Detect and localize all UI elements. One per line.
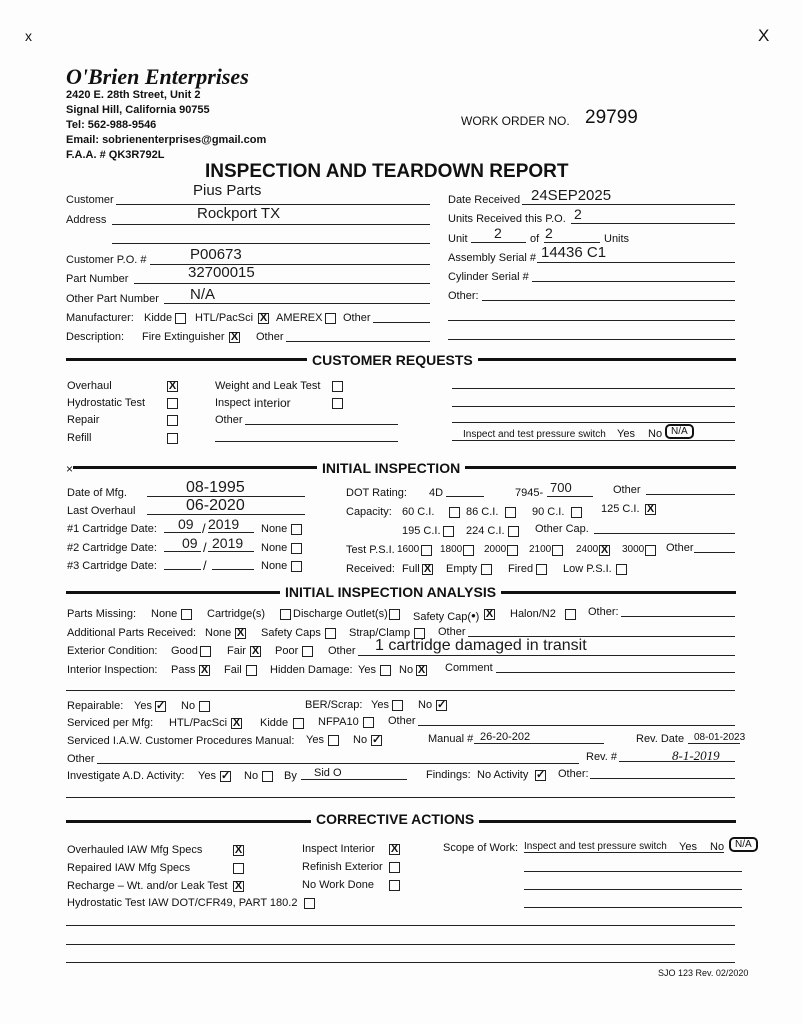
mfr-kidde-label: Kidde xyxy=(144,312,173,324)
assembly-serial-value: 14436 C1 xyxy=(541,244,607,261)
customer-requests-title: CUSTOMER REQUESTS xyxy=(307,352,478,368)
req-refill-checkbox[interactable] xyxy=(167,433,178,444)
part-number-value: 32700015 xyxy=(188,264,255,281)
manual-value: 26-20-202 xyxy=(480,731,531,743)
cap-90-checkbox[interactable] xyxy=(571,507,582,518)
scope-na-circled: N/A xyxy=(729,837,758,852)
manufacturer-label: Manufacturer: xyxy=(66,312,134,324)
cart2-none-checkbox[interactable] xyxy=(291,543,302,554)
description-label: Description: xyxy=(66,331,125,343)
address-value: Rockport TX xyxy=(197,205,281,222)
comment-label: Comment xyxy=(445,662,493,674)
si-no-label: No xyxy=(353,734,368,746)
req-weight-label: Weight and Leak Test xyxy=(215,380,321,392)
analysis-title: INITIAL INSPECTION ANALYSIS xyxy=(280,584,501,600)
cart1-label: #1 Cartridge Date: xyxy=(67,523,157,535)
hd-yes-label: Yes xyxy=(358,664,376,676)
ber-yes-checkbox[interactable] xyxy=(392,700,403,711)
ca-inspect-interior-label: Inspect Interior xyxy=(302,843,375,855)
mfr-amerex-checkbox[interactable] xyxy=(325,313,336,324)
company-email: Email: sobrienenterprises@gmail.com xyxy=(66,134,267,146)
pm-safety-checkbox[interactable]: X xyxy=(485,608,494,620)
strike-mark: × xyxy=(66,462,74,476)
cap-224-checkbox[interactable] xyxy=(508,526,519,537)
req-refill-label: Refill xyxy=(67,432,92,444)
ca-repaired-label: Repaired IAW Mfg Specs xyxy=(67,862,191,874)
req-repair-checkbox[interactable] xyxy=(167,415,178,426)
date-mfg-value: 08-1995 xyxy=(186,479,245,496)
customer-label: Customer xyxy=(66,194,114,206)
part-number-label: Part Number xyxy=(66,273,129,285)
cart3-none-label: None xyxy=(261,560,288,572)
scope-value: Inspect and test pressure switch xyxy=(524,841,667,852)
pm-none-checkbox[interactable] xyxy=(181,609,192,620)
mfr-htl-checkbox[interactable]: X xyxy=(259,312,268,324)
cart2-slash: / xyxy=(203,540,207,555)
pm-cartridge-label: Cartridge(s) xyxy=(207,608,266,620)
ca-repaired-checkbox[interactable] xyxy=(233,863,244,874)
psi-1800-label: 1800 xyxy=(440,544,463,555)
sm-htl-checkbox[interactable]: X xyxy=(232,717,241,729)
ca-refinish-label: Refinish Exterior xyxy=(302,861,383,873)
dot-4d-label: 4D xyxy=(429,487,444,499)
of-label: of xyxy=(530,233,540,245)
hd-no-label: No xyxy=(399,664,414,676)
scope-no-label: No xyxy=(710,841,725,853)
repairable-label: Repairable: xyxy=(67,700,124,712)
company-logo: O'Brien Enterprises xyxy=(66,64,249,89)
req-pressure-switch-label: Inspect and test pressure switch xyxy=(463,429,606,440)
initial-inspection-title: INITIAL INSPECTION xyxy=(317,460,465,476)
investigate-label: Investigate A.D. Activity: xyxy=(67,770,185,782)
pm-discharge-label: Discharge Outlet(s) xyxy=(293,608,388,620)
of-value: 2 xyxy=(545,225,553,241)
corrective-actions-title: CORRECTIVE ACTIONS xyxy=(311,811,479,827)
po-label: Customer P.O. # xyxy=(66,254,147,266)
desc-fire-checkbox[interactable]: X xyxy=(230,331,239,343)
rec-full-checkbox[interactable]: X xyxy=(423,563,432,575)
req-hydro-label: Hydrostatic Test xyxy=(67,397,146,409)
ca-refinish-checkbox[interactable] xyxy=(389,862,400,873)
req-inspect-checkbox[interactable] xyxy=(332,398,343,409)
rep-yes-label: Yes xyxy=(134,700,152,712)
company-address2: Signal Hill, California 90755 xyxy=(66,104,210,116)
rec-low-checkbox[interactable] xyxy=(616,564,627,575)
findings-other-label: Other: xyxy=(558,768,589,780)
rep-no-label: No xyxy=(181,700,196,712)
req-other-label: Other xyxy=(215,414,243,426)
req-overhaul-checkbox[interactable]: X xyxy=(168,380,177,392)
rec-low-label: Low P.S.I. xyxy=(563,563,612,575)
by-label: By xyxy=(284,770,297,782)
cap-60-label: 60 C.I. xyxy=(402,506,435,518)
hidden-damage-label: Hidden Damage: xyxy=(270,664,353,676)
scope-label: Scope of Work: xyxy=(443,842,518,854)
header-other-label: Other: xyxy=(448,290,479,302)
in-fail-label: Fail xyxy=(224,664,242,676)
exterior-label: Exterior Condition: xyxy=(67,645,158,657)
cap-195-label: 195 C.I. xyxy=(402,525,441,537)
form-footer: SJO 123 Rev. 02/2020 xyxy=(658,968,749,978)
rep-no-checkbox[interactable] xyxy=(199,701,210,712)
serviced-iaw-label: Serviced I.A.W. Customer Procedures Manual: xyxy=(67,735,295,747)
req-na-circled: N/A xyxy=(665,424,694,439)
report-title: INSPECTION AND TEARDOWN REPORT xyxy=(205,161,569,182)
mfr-amerex-label: AMEREX xyxy=(276,312,323,324)
cart3-slash: / xyxy=(203,558,207,573)
pm-halon-checkbox[interactable] xyxy=(565,609,576,620)
no-activity-label: No Activity xyxy=(477,769,529,781)
cart3-label: #3 Cartridge Date: xyxy=(67,560,157,572)
psi-2100-label: 2100 xyxy=(529,544,552,555)
ex-fair-checkbox[interactable]: X xyxy=(251,645,260,657)
rec-fired-label: Fired xyxy=(508,563,534,575)
psi-2100-checkbox[interactable] xyxy=(552,545,563,556)
ap-strap-label: Strap/Clamp xyxy=(349,627,411,639)
by-value: Sid O xyxy=(314,767,342,779)
cart2-none-label: None xyxy=(261,542,288,554)
desc-fire-label: Fire Extinguisher xyxy=(142,331,225,343)
dot-rating-label: DOT Rating: xyxy=(346,487,407,499)
ber-yes-label: Yes xyxy=(371,699,389,711)
ap-safety-label: Safety Caps xyxy=(261,627,321,639)
ca-recharge-checkbox[interactable]: X xyxy=(234,880,243,892)
in-pass-label: Pass xyxy=(171,664,196,676)
corner-mark-right: X xyxy=(758,26,770,45)
psi-2000-checkbox[interactable] xyxy=(507,545,518,556)
ia-yes-label: Yes xyxy=(198,770,216,782)
ber-no-label: No xyxy=(418,699,433,711)
manual-label: Manual # xyxy=(428,733,474,745)
psi-2000-label: 2000 xyxy=(484,544,507,555)
sm-kidde-label: Kidde xyxy=(260,717,289,729)
cart1-year: 2019 xyxy=(208,516,240,532)
ca-overhauled-checkbox[interactable]: X xyxy=(234,844,243,856)
psi-other-label: Other xyxy=(666,542,694,554)
cap-86-checkbox[interactable] xyxy=(505,507,516,518)
cart1-none-checkbox[interactable] xyxy=(291,524,302,535)
ber-label: BER/Scrap: xyxy=(305,699,363,711)
cart1-month: 09 xyxy=(178,516,194,532)
ca-recharge-label: Recharge – Wt. and/or Leak Test xyxy=(67,880,228,892)
cart2-label: #2 Cartridge Date: xyxy=(67,542,157,554)
rev-number-label: Rev. # xyxy=(586,751,617,763)
other-part-value: N/A xyxy=(190,286,216,303)
ex-fair-label: Fair xyxy=(227,645,246,657)
desc-other-label: Other xyxy=(256,331,284,343)
sm-nfpa-checkbox[interactable] xyxy=(363,717,374,728)
cart3-none-checkbox[interactable] xyxy=(291,561,302,572)
ia-no-label: No xyxy=(244,770,259,782)
cap-90-label: 90 C.I. xyxy=(532,506,565,518)
cap-125-checkbox[interactable]: X xyxy=(646,503,655,515)
cart2-month: 09 xyxy=(182,535,198,551)
analysis-other-label: Other xyxy=(67,753,95,765)
ex-poor-checkbox[interactable] xyxy=(302,646,313,657)
interior-label: Interior Inspection: xyxy=(67,664,158,676)
ia-yes-checkbox[interactable]: ✓ xyxy=(221,770,231,782)
pm-halon-label: Halon/N2 xyxy=(510,608,556,620)
req-overhaul-label: Overhaul xyxy=(67,380,112,392)
ber-no-checkbox[interactable]: ✓ xyxy=(437,699,447,711)
ca-overhauled-label: Overhauled IAW Mfg Specs xyxy=(67,844,203,856)
address-label: Address xyxy=(66,214,107,226)
cap-125-label: 125 C.I. xyxy=(601,503,640,515)
sm-nfpa-label: NFPA10 xyxy=(318,716,359,728)
received-label: Received: xyxy=(346,563,395,575)
cart1-slash: / xyxy=(202,521,206,536)
req-repair-label: Repair xyxy=(67,414,100,426)
scope-yes-label: Yes xyxy=(679,841,697,853)
cap-60-checkbox[interactable] xyxy=(449,507,460,518)
ap-safety-checkbox[interactable] xyxy=(325,628,336,639)
dot-other-label: Other xyxy=(613,484,641,496)
cap-other-label: Other Cap. xyxy=(535,523,589,535)
last-overhaul-label: Last Overhaul xyxy=(67,505,136,517)
pm-none-label: None xyxy=(151,608,178,620)
ia-no-checkbox[interactable] xyxy=(262,771,273,782)
parts-missing-label: Parts Missing: xyxy=(67,608,137,620)
company-address1: 2420 E. 28th Street, Unit 2 xyxy=(66,89,201,101)
ca-no-work-checkbox[interactable] xyxy=(389,880,400,891)
hd-no-checkbox[interactable]: X xyxy=(417,664,426,676)
no-activity-checkbox[interactable]: ✓ xyxy=(536,769,546,781)
ca-hydro-label: Hydrostatic Test IAW DOT/CFR49, PART 180.2 xyxy=(67,897,298,909)
test-psi-label: Test P.S.I. xyxy=(346,544,395,556)
si-yes-checkbox[interactable] xyxy=(328,735,339,746)
psi-3000-checkbox[interactable] xyxy=(645,545,656,556)
req-inspect-handwritten: interior xyxy=(254,396,291,410)
dot-7945-value: 700 xyxy=(550,480,572,495)
pm-safety-label: Safety Cap(•) xyxy=(413,608,480,623)
company-faa: F.A.A. # QK3R792L xyxy=(66,149,165,161)
rev-number-value: 8-1-2019 xyxy=(672,748,720,763)
company-tel: Tel: 562-988-9546 xyxy=(66,119,157,131)
rec-empty-label: Empty xyxy=(446,563,478,575)
unit-label: Unit xyxy=(448,233,468,245)
rec-fired-checkbox[interactable] xyxy=(536,564,547,575)
po-value: P00673 xyxy=(190,246,242,263)
cap-224-label: 224 C.I. xyxy=(466,525,505,537)
work-order-number: 29799 xyxy=(585,107,638,128)
mfr-kidde-checkbox[interactable] xyxy=(175,313,186,324)
rev-date-label: Rev. Date xyxy=(636,733,685,745)
serviced-mfg-label: Serviced per Mfg: xyxy=(67,717,154,729)
findings-label: Findings: xyxy=(426,769,471,781)
sm-htl-label: HTL/PacSci xyxy=(169,717,228,729)
units-received-value: 2 xyxy=(574,206,582,222)
rep-yes-checkbox[interactable]: ✓ xyxy=(156,700,166,712)
pm-cartridge-checkbox[interactable] xyxy=(280,609,291,620)
req-hydro-checkbox[interactable] xyxy=(167,398,178,409)
si-no-checkbox[interactable]: ✓ xyxy=(372,734,382,746)
rec-empty-checkbox[interactable] xyxy=(481,564,492,575)
req-weight-checkbox[interactable] xyxy=(332,381,343,392)
cap-86-label: 86 C.I. xyxy=(466,506,499,518)
si-yes-label: Yes xyxy=(306,734,324,746)
date-mfg-label: Date of Mfg. xyxy=(67,487,127,499)
date-received-value: 24SEP2025 xyxy=(531,187,612,204)
units-received-label: Units Received this P.O. xyxy=(448,213,566,225)
work-order-label: WORK ORDER NO. xyxy=(461,114,570,128)
ex-good-checkbox[interactable] xyxy=(200,646,211,657)
in-fail-checkbox[interactable] xyxy=(246,665,257,676)
req-no-label: No xyxy=(648,428,663,440)
rec-full-label: Full xyxy=(402,563,420,575)
other-part-label: Other Part Number xyxy=(66,293,159,305)
cart2-year: 2019 xyxy=(212,535,244,551)
assembly-serial-label: Assembly Serial # xyxy=(448,252,537,264)
pm-discharge-checkbox[interactable] xyxy=(389,609,400,620)
req-inspect-label: Inspect xyxy=(215,397,251,409)
in-pass-checkbox[interactable]: X xyxy=(200,664,209,676)
ex-other-value: 1 cartridge damaged in transit xyxy=(375,637,587,654)
sm-kidde-checkbox[interactable] xyxy=(293,718,304,729)
ap-none-label: None xyxy=(205,627,232,639)
rev-date-value: 08-01-2023 xyxy=(694,732,746,743)
customer-value: Pius Parts xyxy=(193,182,262,199)
psi-2400-checkbox[interactable]: X xyxy=(600,544,609,556)
psi-1600-checkbox[interactable] xyxy=(421,545,432,556)
ex-good-label: Good xyxy=(171,645,198,657)
psi-2400-label: 2400 xyxy=(576,544,599,555)
ap-none-checkbox[interactable]: X xyxy=(236,627,245,639)
last-overhaul-value: 06-2020 xyxy=(186,497,245,514)
ca-inspect-interior-checkbox[interactable]: X xyxy=(390,843,399,855)
capacity-label: Capacity: xyxy=(346,506,392,518)
sm-other-label: Other xyxy=(388,715,416,727)
ca-hydro-checkbox[interactable] xyxy=(304,898,315,909)
ex-poor-label: Poor xyxy=(275,645,299,657)
hd-yes-checkbox[interactable] xyxy=(380,665,391,676)
mfr-htl-label: HTL/PacSci xyxy=(195,312,254,324)
unit-value: 2 xyxy=(494,225,502,241)
dot-7945-label: 7945- xyxy=(515,487,544,499)
additional-parts-label: Additional Parts Received: xyxy=(67,627,197,639)
psi-1600-label: 1600 xyxy=(397,544,420,555)
units-suffix: Units xyxy=(604,233,630,245)
pm-other-label: Other: xyxy=(588,606,619,618)
req-yes-label: Yes xyxy=(617,428,635,440)
ap-other-label: Other xyxy=(438,626,466,638)
cart1-none-label: None xyxy=(261,523,288,535)
psi-3000-label: 3000 xyxy=(622,544,645,555)
corner-mark-left: x xyxy=(25,28,32,44)
cap-195-checkbox[interactable] xyxy=(443,526,454,537)
mfr-other-label: Other xyxy=(343,312,371,324)
cylinder-serial-label: Cylinder Serial # xyxy=(448,271,529,283)
date-received-label: Date Received xyxy=(448,194,521,206)
ca-no-work-label: No Work Done xyxy=(302,879,374,891)
ex-other-label: Other xyxy=(328,645,356,657)
psi-1800-checkbox[interactable] xyxy=(463,545,474,556)
